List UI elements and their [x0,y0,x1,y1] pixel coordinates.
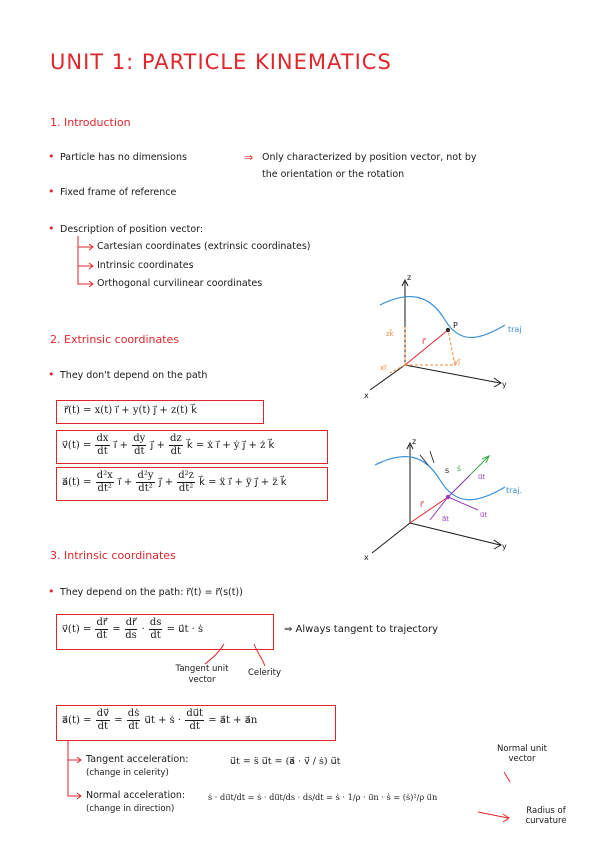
intrinsic-velocity-equation: v⃗(t) = $\frac{dr⃗}{dt}$ = $\frac{dr⃗}{ds}$ · $\frac{ds}{dt}$ = u⃗t · ṡ [62,617,204,641]
normal-acceleration-sub: (change in direction) [86,804,175,814]
intro-bullet-3: Description of position vector: [60,224,204,235]
x-label: x [364,553,369,562]
r-label: r⃗ [422,337,426,346]
position-equation: r⃗(t) = x(t) i⃗ + y(t) j⃗ + z(t) k⃗ [64,405,198,416]
r-label: r⃗ [420,500,424,509]
yj-label: yj⃗ [454,358,461,366]
normal-unit-vector-label: Normal unit vector [497,744,547,764]
extrinsic-bullet-1: They don't depend on the path [60,370,208,381]
sdot-label: ṡ [457,464,462,473]
tangent-acceleration-sub: (change in celerity) [86,768,169,778]
xi-label: xi⃗ [380,364,387,372]
sub-item-cartesian: Cartesian coordinates (extrinsic coordinates) [97,241,311,252]
implies-arrow-icon: ⇒ [244,151,254,164]
intro-bullet-1: Particle has no dimensions [60,152,187,163]
intro-bullet-1-cont2: the orientation or the rotation [262,169,405,180]
z-label: z [412,437,417,446]
un-label: u⃗t [480,511,488,519]
acceleration-equation: a⃗(t) = $\frac{\text{d²x}}{\text{dt²}}$ i⃗ + $\frac{\text{d²y}}{\text{dt²}}$ j⃗ + $\frac{\text{d²z}}{\text{dt²}}$ k⃗ = ẍ i⃗ + ÿ j⃗ + z̈ k⃗ [62,470,287,494]
always-tangent-note: ⇒ Always tangent to trajectory [284,624,438,635]
ut-label: u⃗t [478,473,486,481]
normal-acceleration-label: Normal acceleration: [86,790,186,801]
intro-bullet-1-cont: Only characterized by position vector, not by [262,152,477,163]
intrinsic-bullet-1: They depend on the path: r⃗(t) = r⃗(s(t)) [60,587,243,598]
p-label: P [453,321,458,330]
intrinsic-acceleration-equation: a⃗(t) = $\frac{dv⃗}{dt}$ = $\frac{\text{dṡ}}{dt}$ u⃗t + ṡ · $\frac{du⃗t}{dt}$ = a⃗t + a⃗n [62,708,258,732]
bullet-icon: • [48,222,55,235]
sub-item-intrinsic: Intrinsic coordinates [97,260,194,271]
s-label: s [445,466,450,475]
x-label: x [364,391,369,400]
an-label: a⃗t [442,515,450,523]
y-label: y [502,542,507,551]
intro-bullet-2: Fixed frame of reference [60,187,177,198]
celerity-label: Celerity [248,668,281,678]
bullet-icon: • [48,585,55,598]
traj-label: traj. [506,486,523,495]
bullet-icon: • [48,150,55,163]
tangent-acceleration-label: Tangent acceleration: [86,754,189,765]
section-heading-intrinsic: 3. Intrinsic coordinates [50,549,176,562]
bullet-icon: • [48,368,55,381]
traj-label: traj [508,325,522,334]
page-title: UNIT 1: PARTICLE KINEMATICS [50,50,392,74]
zk-label: zk⃗ [386,330,394,338]
normal-acceleration-equation: ṡ · du⃗t/dt = ṡ · du⃗t/ds · ds/dt = ṡ · 1/ρ · u⃗n · ṡ = (ṡ)²/ρ u⃗n [208,792,438,802]
radius-of-curvature-label: Radius of curvature [525,806,567,826]
tangent-unit-vector-label: Tangent unit vector [175,664,229,685]
sub-item-curvilinear: Orthogonal curvilinear coordinates [97,278,263,289]
bullet-icon: • [48,185,55,198]
section-heading-introduction: 1. Introduction [50,116,131,129]
tangent-acceleration-equation: u⃗t = s̈ u⃗t = (a⃗ · v⃗ / ṡ) u⃗t [230,756,341,767]
velocity-equation: v⃗(t) = $\frac{dx}{dt}$ i⃗ + $\frac{dy}{dt}$ j⃗ + $\frac{dz}{dt}$ k⃗ = ẋ i⃗ + ẏ j⃗ + ż k⃗ [62,433,275,457]
section-heading-extrinsic: 2. Extrinsic coordinates [50,333,180,346]
z-label: z [407,273,412,282]
y-label: y [502,380,507,389]
